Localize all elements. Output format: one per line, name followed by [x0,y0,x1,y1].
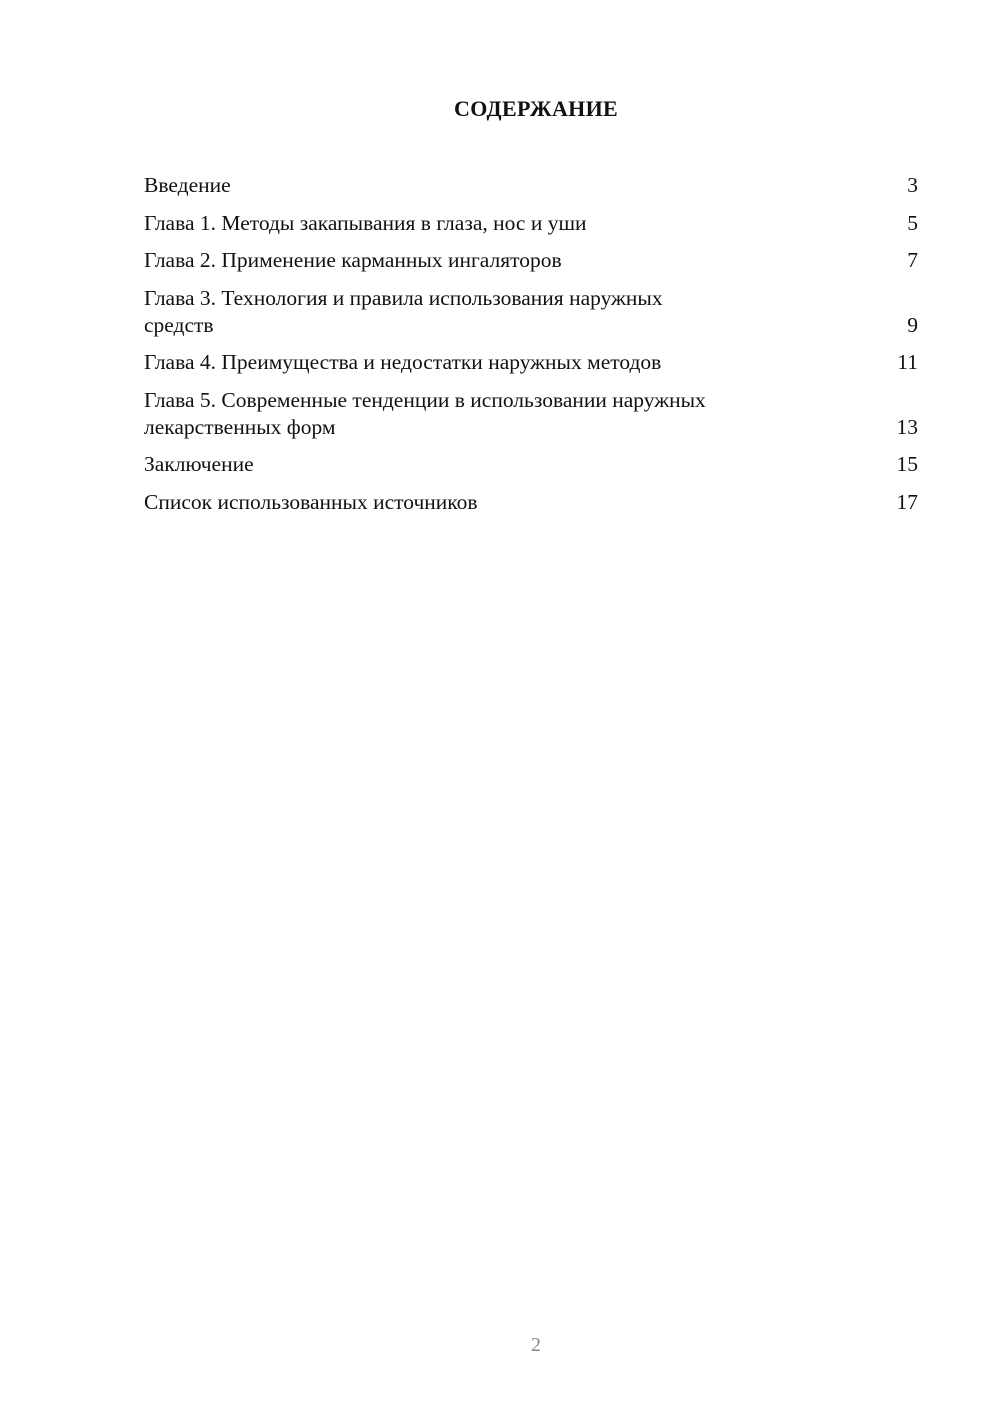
toc-entry-page: 3 [907,173,918,197]
toc-entry-page: 7 [907,248,918,272]
toc-entry-label: Список использованных источников [144,489,478,514]
toc-entry-chapter-4 [144,349,918,376]
toc-entry-label: Глава 1. Методы закапывания в глаза, нос и уши [144,210,587,235]
toc-entry-label: Глава 5. Современные тенденции в использовании наружных лекарственных форм [144,387,706,439]
toc-entry-chapter-3 [144,285,918,339]
toc-entry-chapter-5 [144,387,918,441]
page-number: 2 [531,1334,541,1356]
toc-entry-chapter-2 [144,247,918,274]
toc-entry-chapter-1 [144,210,918,237]
toc-entry-page: 13 [896,414,918,439]
toc-entry-page: 15 [896,452,918,476]
table-of-contents [144,172,918,516]
toc-entry-label: Глава 2. Применение карманных ингаляторов [144,248,562,272]
toc-entry-conclusion [144,451,918,478]
toc-entry-label: Глава 4. Преимущества и недостатки наружных методов [144,350,662,374]
toc-entry-page: 9 [907,312,918,337]
toc-entry-page: 17 [896,489,918,514]
toc-entry-label: Введение [144,173,231,197]
toc-entry-page: 5 [907,210,918,235]
toc-entry-introduction [144,172,918,199]
page-title: СОДЕРЖАНИЕ [454,96,618,121]
toc-entry-references [144,489,918,516]
toc-entry-label: Заключение [144,452,254,476]
toc-entry-page: 11 [897,350,918,374]
toc-entry-label: Глава 3. Технология и правила использования наружных средств [144,285,663,337]
